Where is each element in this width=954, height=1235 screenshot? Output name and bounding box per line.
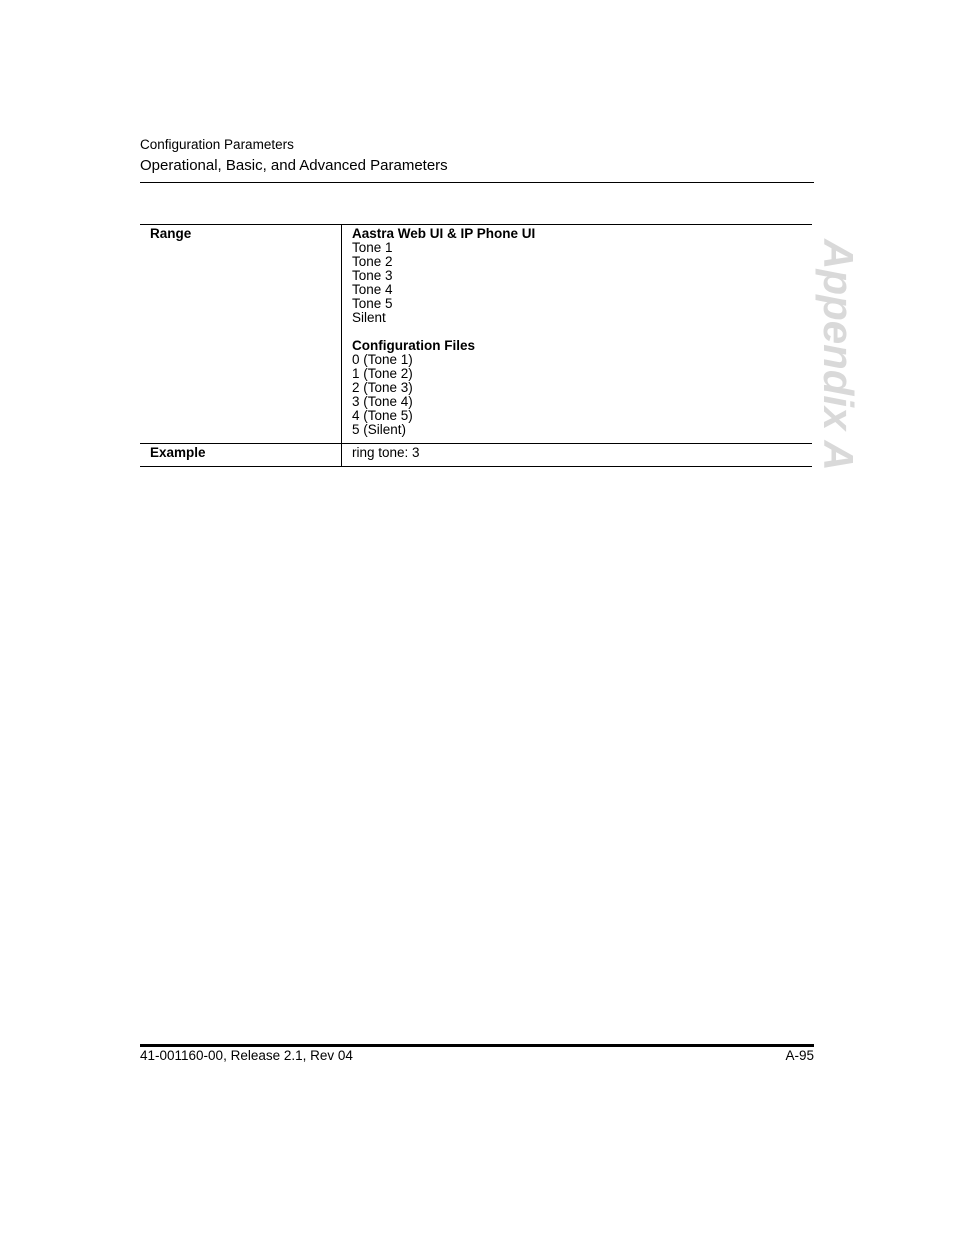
appendix-side-tab xyxy=(812,239,864,471)
web-ui-value: Tone 2 xyxy=(352,254,393,269)
table-row-example xyxy=(140,444,812,467)
config-value: 0 (Tone 1) xyxy=(352,352,413,367)
config-value: 3 (Tone 4) xyxy=(352,394,413,409)
section-title: Configuration Parameters xyxy=(140,137,294,152)
table-row-range xyxy=(140,225,812,444)
config-value: 4 (Tone 5) xyxy=(352,408,413,423)
footer-doc-id: 41-001160-00, Release 2.1, Rev 04 xyxy=(140,1048,353,1063)
example-value: ring tone: 3 xyxy=(352,445,420,460)
spacer xyxy=(352,325,812,339)
config-value: 5 (Silent) xyxy=(352,422,407,437)
range-label: Range xyxy=(140,225,342,444)
web-ui-heading: Aastra Web UI & IP Phone UI xyxy=(352,226,536,241)
example-label: Example xyxy=(140,444,342,467)
web-ui-value: Silent xyxy=(352,310,386,325)
header-divider xyxy=(140,182,814,183)
config-files-heading: Configuration Files xyxy=(352,338,475,353)
footer-page-number: A-95 xyxy=(785,1048,814,1063)
web-ui-value: Tone 4 xyxy=(352,282,393,297)
range-values xyxy=(342,225,813,444)
config-value: 1 (Tone 2) xyxy=(352,366,413,381)
web-ui-value: Tone 3 xyxy=(352,268,393,283)
web-ui-value: Tone 1 xyxy=(352,240,393,255)
footer-divider xyxy=(140,1044,814,1047)
config-value: 2 (Tone 3) xyxy=(352,380,413,395)
appendix-side-tab-label: Appendix A xyxy=(815,239,862,471)
parameter-table xyxy=(140,224,812,467)
subsection-title: Operational, Basic, and Advanced Parameters xyxy=(140,157,448,174)
web-ui-value: Tone 5 xyxy=(352,296,393,311)
